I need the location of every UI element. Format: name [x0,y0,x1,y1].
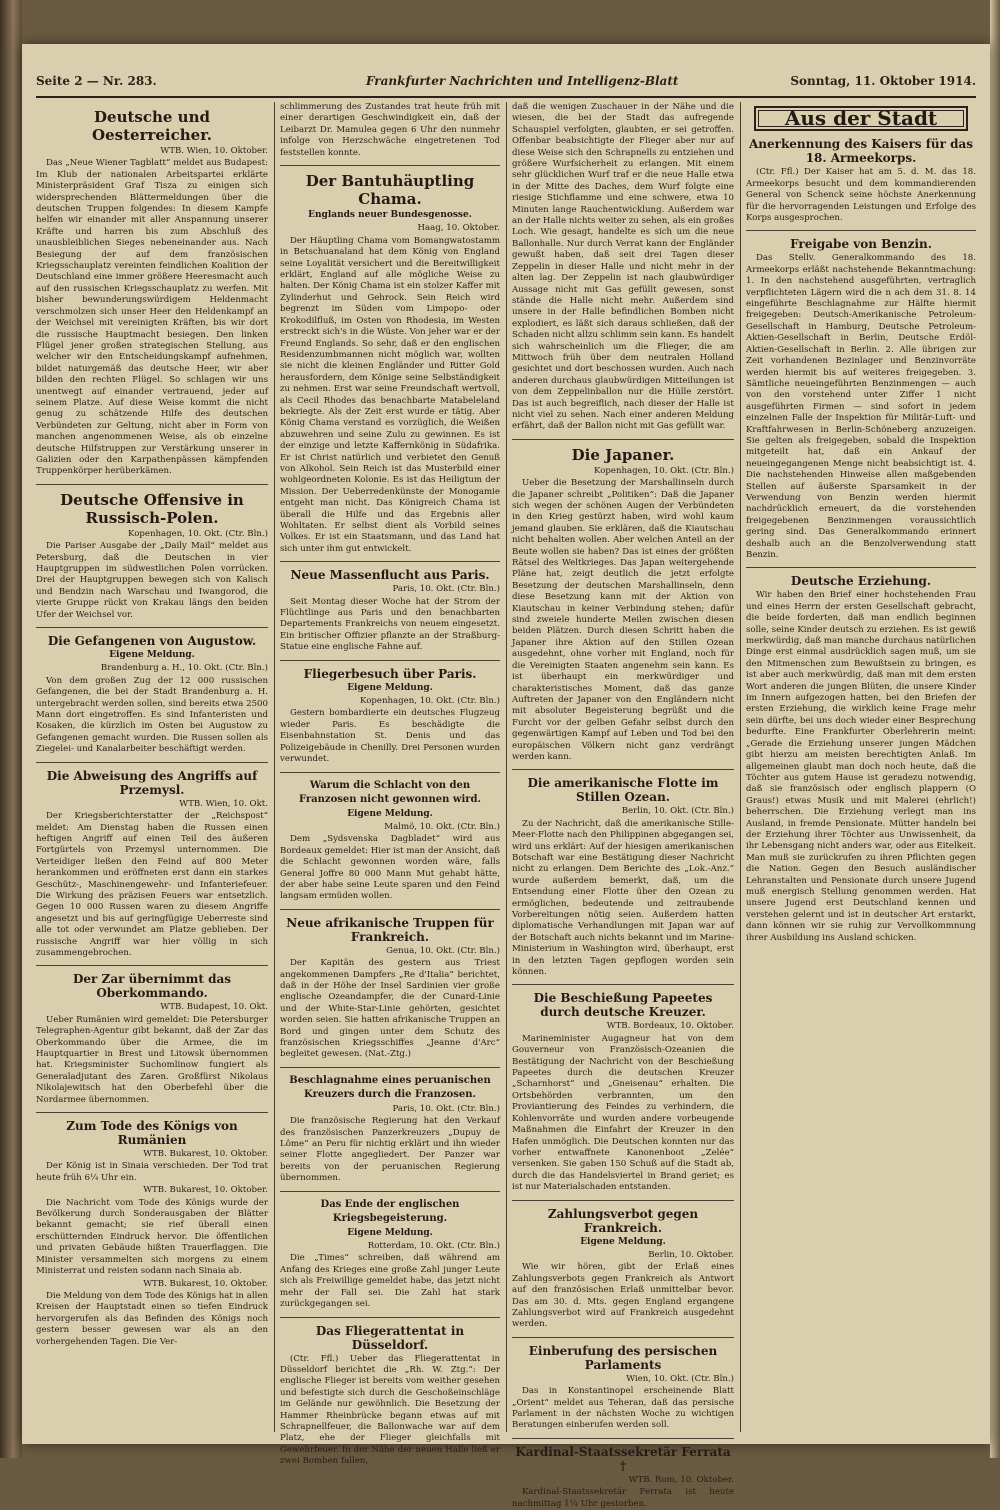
article-body: Wie wir hören, gibt der Erlaß eines Zahlungsverbots gegen Frankreich als Antwort auf den französischen Erlaß unmittelbar bevor. Das am 30. d. Mts. gegen England ergangene Zahlungsverbot wird auf Frankreich ausgedehnt werden. [512,1262,734,1330]
article-body: schlimmerung des Zustandes trat heute früh mit einer derartigen Geschwindigkeit ein, daß der Leibarzt Dr. Mamulea gegen 6 Uhr den nunmehr infolge von Herzschwäche eingetretenen Tod feststellen konnte. [280,102,500,158]
article-body: Der Kapitän des gestern aus Triest angekommenen Dampfers „Re d'Italia“ berichtet, daß in der Höhe der Insel Sardinien vier große englische Ozeandampfer, die der Cunard-Linie und der White-Star-Linie gehörten, gesichtet worden seien. Sie hatten afrikanische Truppen an Bord und gingen unter dem Schutz des französischen Kriegsschiffes „Jeanne d'Arc“ begleitet gewesen. (Nat.-Ztg.) [280,958,500,1060]
divider [512,1200,734,1201]
dateline: WTB. Rom, 10. Oktober. [628,1474,734,1485]
divider [746,230,976,231]
article-body: Die Pariser Ausgabe der „Daily Mail“ meldet aus Petersburg, daß die Deutschen in vier Hauptgruppen im südwestlichen Polen vorrücken. Drei der Hauptgruppen bewegen sich von Kalisch und Bendzin nach Warschau und Iwangorod, die vierte Gruppe rückt von Krakau längs den beiden Ufer der Weichsel vor. [36,541,268,620]
headline: Anerkennung des Kaisers für das 18. Armeekorps. [748,137,974,166]
dateline: Wien, 10. Okt. (Ctr. Bln.) [626,1373,734,1384]
article-body: Kardinal-Staatssekretär Ferrata ist heute nachmittag 1¼ Uhr gestorben. [512,1487,734,1509]
subheadline: Eigene Meldung. [580,1236,666,1247]
divider [280,772,500,773]
divider [280,561,500,562]
article-body: Gestern bombardierte ein deutsches Flugzeug wieder Paris. Es beschädigte die Eisenbahnstation St. Denis und das Polizeigebäude in Chenilly. Drei Personen wurden verwundet. [280,708,500,765]
divider [36,762,268,763]
headline: Fliegerbesuch über Paris. [303,666,477,681]
article-body: Marineminister Augagneur hat von dem Gouverneur von Französisch-Ozeanien die Bestätigung der Nachricht von der Beschießung Papeetes durch die deutschen Kreuzer „Scharnhorst“ und „Gneisenau“ erhalten. Die Ortsbehörden verbrannten, um den Proviantierung des Feindes zu verhindern, die Kohlenvorräte und wurden andere vorbeugende Maßnahmen die Einfahrt der Kreuzer in den Hafen unmöglich. Die Deutschen konnten nur das vorher entwaffnete Kanonenboot „Zelée“ versenken. Sie gaben 150 Schuß auf die Stadt ab, durch die das Handelsviertel in Brand geriet; es ist nur Materialschaden entstanden. [512,1033,734,1193]
subheadline: Eigene Meldung. [347,1227,433,1238]
dateline: Kopenhagen, 10. Okt. (Ctr. Bln.) [128,528,268,539]
dateline: Genua, 10. Okt. (Ctr. Bln.) [386,945,500,956]
page-edge [990,0,1000,1458]
headline: Neue afrikanische Truppen für Frankreich. [286,915,494,944]
headline: Warum die Schlacht von den Franzosen nicht gewonnen wird. [298,779,481,805]
dateline: Berlin, 10. Okt. (Ctr. Bln.) [621,806,734,817]
divider [280,660,500,661]
page-number: Seite 2 — Nr. 283. [36,74,157,88]
dateline: Kopenhagen, 10. Okt. (Ctr. Bln.) [360,696,500,707]
article-body: Der Kriegsberichterstatter der „Reichspost“ meldet: Am Dienstag haben die Russen einen heftigen Angriff auf einen Teil des äußeren Fortgürtels von Przemysl unternommen. Die Verteidiger ließen den Feind auf 800 Meter herankommen und eröffneten erst dann ein starkes Geschütz-, Maschinengewehr- und Infanteriefeuer. Die Wirkung des präzisen Feuers war entsetzlich. Gegen 10 000 Russen waren zu diesem Angriffe angesetzt und bis auf geringfügige Ueberreste sind alle tot oder verwundet am Platze geblieben. Der russische Angriff war hier völlig in sich zusammengebrochen. [36,811,268,958]
headline: Die amerikanische Flotte im Stillen Ozean. [527,776,719,805]
dateline: Paris, 10. Okt. (Ctr. Bln.) [392,584,500,595]
headline: Der Bantuhäuptling Chama. [305,172,475,209]
divider [36,1112,268,1113]
dateline: WTB. Bukarest, 10. Oktober. [143,1278,268,1289]
article-body: (Ctr. Ffl.) Ueber das Fliegerattentat in Düsseldorf berichtet die „Rh. W. Ztg.“: Der englische Flieger ist bereits vom weither gesehen und befestigte sich durch die Geschoßeinschläge im Gelände nur gewöhnlich. Die Besetzung der Hammer Rheinbrücke begann etwas auf mit Schrapnellfeuer, die Ballonwache war auf dem Platz, ehe der Flieger gleichfalls mit Gewehrfeuer. In der Nähe der neuen Halle ließ er zwei Bomben fallen, [280,1353,500,1467]
article-body: Wir haben den Brief einer hochstehenden Frau und eines Herrn der ersten Gesellschaft gebracht, die beide forderten, daß man endlich beginnen solle, seine Kinder deutsch zu erziehen. Es ist gewiß merkwürdig, daß man manche durchaus natürlichen Dinge erst einmal ausdrücklich sagen muß, um sie den Mitmenschen zum Bewußtsein zu bringen, es ist aber auch merkwürdig, daß man mit dem ersten Wort anderen die jungen Blüten, die unsere Kinder im Innern aufgezogen hatten, bei den Briefen der ersten Erziehung, die wirklich keine Frage mehr sein dürfte, bei uns doch wieder einer Besprechung bedurfte. Eine Frankfurter Oberlehrerin meint: „Gerade die Erziehung unserer jungen Mädchen gibt hierzu am meisten berechtigten Anlaß. Im allgemeinen glaubt man doch noch heute, daß die Töchter aus gutem Hause ist geradezu notwendig, daß sie französisch oder englisch plappern (O Graus!) etwas Musik und mit Malerei (ehrlich!) beherrschen. Die Erziehung verlegt man ins Ausland, in fremde Pensionate. Mütter handeln bei der Erziehung ihrer Töchter aus Unwissenheit, da ihr Lebensgang nicht anders war, oder aus Eitelkeit. Man muß sie zurückrufen zu ihren Pflichten gegen die Nation. Gegen den Besuch ausländischer Lehranstalten und Pensionate durch unsere Jugend muß energisch Stellung genommen werden. Hat unsere Jugend erst Deutschland kennen und verstehen gelernt und ist in deutscher Art erstarkt, dann können wir sie ruhig zur Vervollkommnung ihrer Ausbildung ins Ausland schicken. [746,590,976,943]
column-rule [506,102,507,1432]
masthead [36,72,976,98]
dateline: WTB. Wien, 10. Okt. [179,798,268,809]
article-body: Die Meldung von dem Tode des Königs hat in allen Kreisen der Hauptstadt einen so tiefen Eindruck hervorgerufen als das Befinden des Königs noch gestern besser gewesen war als an den vorhergehenden Tagen. Die Ver- [36,1290,268,1347]
divider [36,627,268,628]
divider [36,484,268,485]
newspaper-page [22,44,990,1509]
headline: Zum Tode des Königs von Rumänien [66,1119,238,1148]
divider [280,1317,500,1318]
divider [512,769,734,770]
article-body: Der König ist in Sinaia verschieden. Der Tod trat heute früh 6¼ Uhr ein. [36,1161,268,1183]
article-body: Ueber Rumänien wird gemeldet: Die Petersburger Telegraphen-Agentur gibt bekannt, daß der Zar das Oberkommando über die Armee, die im Hauptquartier in Brest und Litowsk übernommen hat. Kriegsminister Suchomlinow fungiert als Generaladjutant des Zaren. Großfürst Nikolaus Nikolajewitsch hat den Oberbefehl über die Nordarmee übernommen. [36,1014,268,1105]
headline: Das Ende der englischen Kriegsbegeisterung. [320,1198,460,1224]
article-body: Seit Montag dieser Woche hat der Strom der Flüchtlinge aus Paris und den benachbarten Departements Frankreichs von neuem eingesetzt. Ein britischer Offizier pflanzte an der Straßburg-Statue eine englische Fahne auf. [280,596,500,653]
dateline: WTB. Bukarest, 10. Oktober. [143,1149,268,1160]
article-body: Die Nachricht vom Tode des Königs wurde der Bevölkerung durch Sonderausgaben der Blätter bekannt gemacht; sie rief überall einen erschütternden Eindruck hervor. Die öffentlichen und privaten Gebäude hißten Trauerflaggen. Die Minister versammelten sich morgens zu einem Ministerrat und reisten sodann nach Sinaia ab. [36,1197,268,1277]
dateline: WTB. Budapest, 10. Okt. [160,1002,268,1013]
headline: Neue Massenflucht aus Paris. [290,568,490,583]
article-body: Das Stellv. Generalkommando des 18. Armeekorps erläßt nachstehende Bekanntmachung: 1. In den nachstehend ausgeführten, vertraglich verpflichteten Lägern wird die n ach dem 31. 8. 14 eingeführte Beschlagnahme zur Hälfte hiermit freigegeben: Deutsch-Amerikanische Petroleum-Gesellschaft in Hamburg, Deutsche Petroleum-Aktien-Gesellschaft in Berlin, Deutsche Erdöl-Aktien-Gesellschaft in Berlin. 2. Alle übrigen zur Zeit vorhandenen Bezinlager und Benzinvorräte werden hiermit bis auf weiteres freigegeben. 3. Sämtliche neueingeführten Benzinmengen — auch von den vorstehend unter Ziffer 1 nicht ausgeführten Firmen — sind sofort in jedem einzelnen Falle der Inspektion für Militär-Luft- und Kraftfahrwesen in Berlin-Schöneberg anzuzeigen. Sie gelten als freigegeben, sobald die Inspektion mitgeteilt hat, daß ein Ankauf der neueingegangenen Menge nicht beabsichtigt ist. 4. Die nachstehenden Hinweise allen maßgebenden Stellen auf äußerste Sparsamkeit in der Verwendung von Benzin werden hiermit nachdrücklich erneuert, da die vorstehenden freigegebenen Benzinmengen voraussichtlich gering sind. Das Generalkommando erinnert deshalb auch an die Benzolverwendung statt Benzin. [746,253,976,560]
dateline: WTB. Bukarest, 10. Oktober. [143,1185,268,1196]
divider [512,984,734,985]
headline: Die Beschießung Papeetes durch deutsche Kreuzer. [533,991,713,1020]
headline: Einberufung des persischen Parlaments [528,1343,718,1372]
article-body: Zu der Nachricht, daß die amerikanische Stille-Meer-Flotte nach den Philippinen abgegangen sei, wird uns erklärt: Auf der hiesigen amerikanischen Botschaft war eine Bestätigung dieser Nachricht nicht zu erlangen. Dem Berichte des „Lok.-Anz.“ wurde außerdem bemerkt, daß, um die Entsendung einer Flotte über den Ozean zu ermöglichen, bedeutende und zeitraubende Vorbereitungen nötig seien. Außerdem hatten diplomatische Verhandlungen mit Japan war auf der Botschaft auch nichts bekannt und im Marine-Ministerium in Washington wird, überhaupt, erst in den letzten Tagen gepflogen worden sein können. [512,818,734,978]
article-body: daß die wenigen Zuschauer in der Nähe und die wiesen, die bei der Stadt das aufregende Schauspiel verfolgten, glaubten, er sei getroffen. Offenbar beabsichtigte der Flieger aber nur auf diese Weise sich den Schrapnells zu entziehen und größere Wurfsicherheit zu erlangen. Mit einem sehr glücklichen Wurf traf er die neue Halle etwa in der Mitte des Daches, dem Wurf folgte eine riesige Stichflamme und eine schwere, etwa 10 Minuten lange Rauchentwicklung. Außerdem war an der Halle nichts weiter zu sehen, als ein großes Loch. Wie gesagt, handelte es sich um die neue Ballonhalle. Nur durch Verrat kann der Engländer gewußt haben, daß seit drei Tagen dieser Zeppelin in dieser Halle und nicht mehr in der alten lag. Der Zeppelin ist nach glaubwürdiger Aussage nicht mit Gas gefüllt gewesen, sonst stände die Halle nicht mehr. Außerdem sind unsere in der Halle befindlichen Bomben nicht explodiert, es läßt sich daraus schließen, daß der Schaden nicht allzu schlimm sein kann. Es handelt sich wahrscheinlich um die Flieger, die am Mittwoch früh über dem neutralen Holland gesichtet und dort beschossen wurden. Auch nach anderen durchaus glaubwürdigen Mitteilungen ist von dem Zeppelinballon nur die Hülle zerstört. Das ist auch begreiflich, nach dieser der Halle ist nicht viel zu sehen. Nach einer anderen Meldung erfährt, daß der Ballon nicht mit Gas gefüllt war. [512,102,734,432]
dateline: Paris, 10. Okt. (Ctr. Bln.) [392,1103,500,1114]
headline: Die Abweisung des Angriffs auf Przemysl. [46,768,258,797]
headline: Zahlungsverbot gegen Frankreich. [547,1206,699,1235]
article-body: Das „Neue Wiener Tagblatt“ meldet aus Budapest: Im Klub der nationalen Arbeitspartei erklärte Ministerpräsident Graf Tisza zu einigen sich widersprechenden Blättermeldungen über die deutschen Truppen folgendes: In diesem Kampfe helfen wir einander mit aller Anspannung unserer Kräfte und harren bis zum Abschluß des unausbleiblichen Sieges nebeneinander aus. Nach Besiegung der auf dem französischen Kriegsschauplatz vereinten feindlichen Koalition der Deutschland eine immer größere Heeresmacht auch auf den russischen Kriegsschauplatz zu werfen. Mit bisher bewunderungswürdigem Heldenmacht verschmolzen sich unser Heer den Heldenkampf an der Weichsel mit vereinigten Kräften, bis wir dort die russische Hauptmacht besiegen. Den linken Flügel jener großen strategischen Stellung, aus welcher wir den Entscheidungskampf aufnehmen, bildet naturgemäß das deutsche Heer, wir aber bilden den rechten Flügel. So schlagen wir uns unentwegt auf einander vertrauend, jeder auf seinem Platze. Auf diese Weise kommt die nicht genug zu schätzende Hilfe des deutschen Verbündeten zur Geltung, nicht aber in Form von manchen angenommenen Weise, als ob einzelne deutsche Hilfstruppen zur Verstärkung unserer in Galizien oder den Karpathenpässen kämpfenden Truppenkörper herüberkämen. [36,158,268,477]
headline: Die Japaner. [571,445,675,464]
article-body: Ueber die Besetzung der Marshallinseln durch die Japaner schreibt „Politiken“: Daß die Japaner sich wegen der schönen Augen der Verbündeten in den Krieg gestürzt haben, wird wohl kaum jemand glauben. Sie erklären, daß die Kiautschau nicht behalten wollen. Aber welchen Anteil an der Beute wollen sie haben? Das ist eines der größten Rätsel des Weltkrieges. Das Japan weitergehende Pläne hat, zeigt deutlich die jetzt erfolgte Besetzung der deutschen Marshallinseln, denn diese Besetzung kann mit der Aktion von Kiautschau in keiner Verbindung stehen; dafür sind zweiele hunderte Meilen zwischen diesen beiden Plätzen. Durch diesen Schritt haben die Japaner ihre Aktion auf den Stillen Ozean ausgedehnt, ohne vorher mit England, noch für die Vereinigten Staaten angenehm sein kann. Es ist überhaupt ein merkwürdiger und charakteristisches Moment, daß das ganze Auftreten der Japaner von den Engländern nicht mit absoluter Begeisterung begrüßt und die Furcht vor der gelben Gefahr selbst durch den gegenwärtigen Kampf auf Leben und Tod bei den europäischen Völkern nicht ganz verdrängt werden kann. [512,478,734,762]
dateline: Haag, 10. Oktober. [417,223,500,234]
headline: Freigabe von Benzin. [790,237,932,252]
article-body: Von dem großen Zug der 12 000 russischen Gefangenen, die bei der Stadt Brandenburg a. H. untergebracht werden sollen, sind bereits etwa 2500 Mann dort eingetroffen. Es sind Infanteristen und Kosaken, die kürzlich im Osten bei Augustow zu Gefangenen gemacht wurden. Die Russen sollen als Ziegelei- und Kanalarbeiter beschäftigt werden. [36,675,268,755]
headline: Deutsche und Oesterreicher. [92,108,212,144]
divider [280,909,500,910]
dateline: Brandenburg a. H., 10. Okt. (Ctr. Bln.) [100,663,268,674]
headline: Der Zar übernimmt das Oberkommando. [73,972,231,1001]
column-2 [280,102,500,1467]
divider [746,567,976,568]
dateline: WTB. Wien, 10. Oktober. [160,146,268,156]
dateline: Rotterdam, 10. Okt. (Ctr. Bln.) [367,1241,500,1252]
article-body: Der Häuptling Chama vom Bomangwatostamm in Betschuanaland hat dem König von England seine Loyalität versichert und die Bereitwilligkeit erklärt, England auf alle mögliche Weise zu halten. Der König Chama ist ein stolzer Kaffer mit Zylinderhut und Gehrock. Sein Reich wird begrenzt im Süden vom Limpopo- oder Krokodilfluß, im Osten von Rhodesia, im Westen erstreckt sich's in die Wüste. Von jeher war er der Freund Englands. So sehr, daß er den englischen Residenzumbmannen nicht möglich war, wollten sie nicht die kleinen Engländer und Ritter Gold herausfordern, dem Könige seine Selbständigkeit zu nehmen. Erst war seine Freundschaft wertvoll, als Cecil Rhodes das benachbarte Matabeleland bekriegte. Als der Zeit erst wurde er tätig. Aber König Chama verstand es vorzüglich, die Weißen abzuwehren und seine Zulu zu gewinnen. Es ist der einzige und letzte Kaffernkönig in Südafrika. Er ist Christ natürlich und verbietet den Genuß von Alkohol. Sein Reich ist das Musterbild einer wohlgeordneten Kolonie. Es ist das Heiligtum der Mission. Der Ueberredenkünste der Monogamie entgeht man nicht. Das Königreich Chama ist überall die Hilfe und das Ergebnis aller Wohltaten. Er selbst dient als Vorbild seines Volkes. Er ist ein Staatsmann, und das Land hat sich unter ihm gut entwickelt. [280,235,500,554]
newspaper-title: Frankfurter Nachrichten und Intelligenz-Blatt [366,74,679,88]
article-body: Die französische Regierung hat den Verkauf des französischen Panzerkreuzers „Dupuy de Lôme“ an Peru für nichtig erklärt und ihn wieder seiner Flotte angegliedert. Der Panzer war bereits von der peruanischen Regierung übernommen. [280,1116,500,1184]
article-body: (Ctr. Ffl.) Der Kaiser hat am 5. d. M. das 18. Armeekorps besucht und dem kommandierenden General von Schenck seine höchste Anerkennung für die hervorragenden Leistungen und Erfolge des Korps ausgesprochen. [746,167,976,224]
headline: Die Gefangenen von Augustow. [47,634,257,649]
section-title: Aus der Stadt [758,110,964,127]
column-1 [36,102,268,1432]
subheadline: Eigene Meldung. [347,682,433,693]
divider [512,1337,734,1338]
headline: Kardinal-Staatssekretär Ferrata † [515,1444,731,1473]
section-banner [754,106,968,131]
column-3 [512,102,734,1509]
column-rule [274,102,275,1432]
book-spine [0,0,22,1458]
subheadline: Eigene Meldung. [109,650,195,661]
headline: Deutsche Erziehung. [790,574,932,589]
subheadline: Englands neuer Bundesgenosse. [308,210,472,221]
headline: Deutsche Offensive in Russisch-Polen. [60,490,244,527]
divider [280,1191,500,1192]
dateline: Kopenhagen, 10. Okt. (Ctr. Bln.) [594,465,734,476]
divider [280,1067,500,1068]
divider [280,165,500,166]
divider [36,965,268,966]
divider [512,1438,734,1439]
article-body: Das in Konstantinopel erscheinende Blatt „Orient“ meldet aus Teheran, daß das persische Parlament in der nächsten Woche zu wichtigen Beratungen einberufen werden soll. [512,1386,734,1431]
article-body: Dem „Sydsvenska Dagbladet“ wird aus Bordeaux gemeldet: Hier ist man der Ansicht, daß die Schlacht gewonnen worden wäre, falls General Joffre 80 000 Mann Mut gehabt hätte, der aber habe seine Leute sparen und den Feind langsam ermüden wollen. [280,834,500,902]
dateline: Malmö, 10. Okt. (Ctr. Bln.) [384,821,500,832]
column-rule [740,102,741,1432]
headline: Beschlagnahme eines peruanischen Kreuzers durch die Franzosen. [289,1074,491,1100]
dateline: WTB. Bordeaux, 10. Oktober. [606,1021,734,1032]
dateline: Berlin, 10. Oktober. [648,1249,734,1260]
subheadline: Eigene Meldung. [347,808,433,819]
article-body: Die „Times“ schreiben, daß während am Anfang des Krieges eine große Zahl junger Leute sich als Freiwillige gemeldet habe, das jetzt nicht mehr der Fall sei. Die Zahl hat stark zurückgegangen sei. [280,1253,500,1310]
issue-date: Sonntag, 11. Oktober 1914. [790,74,976,88]
divider [512,439,734,440]
headline: Das Fliegerattentat in Düsseldorf. [315,1323,465,1352]
column-4 [746,102,976,1432]
